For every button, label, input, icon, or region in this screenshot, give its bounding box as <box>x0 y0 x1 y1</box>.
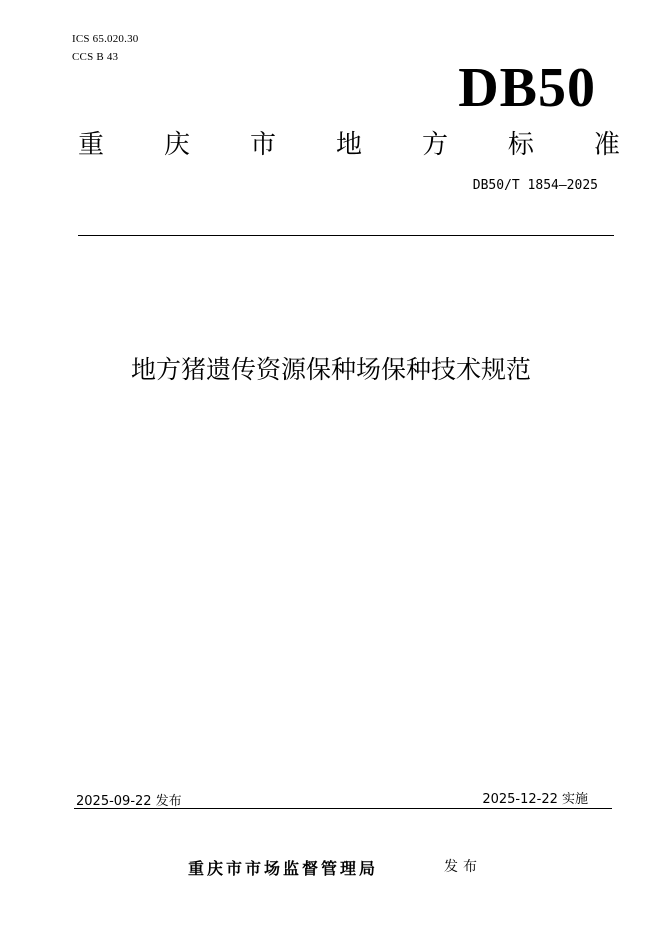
standard-type-char: 重 <box>78 130 105 160</box>
ics-code: ICS 65.020.30 <box>72 33 139 45</box>
standard-type-char: 标 <box>507 130 534 160</box>
document-title: 地方猪遗传资源保种场保种技术规范 <box>130 355 531 384</box>
standard-number: DB50/T 1854—2025 <box>472 178 598 193</box>
standard-type-char: 庆 <box>163 130 190 160</box>
standard-type-char: 地 <box>335 130 362 160</box>
standard-type-char: 准 <box>593 130 620 160</box>
publish-label: 发布 <box>444 859 482 875</box>
standard-type-char: 市 <box>249 130 276 160</box>
header-divider <box>78 235 614 236</box>
standard-type-char: 方 <box>421 130 448 160</box>
footer-divider <box>74 808 612 809</box>
publisher-name: 重庆市市场监督管理局 <box>188 859 379 878</box>
ccs-code: CCS B 43 <box>72 51 119 63</box>
issue-date: 2025-09-22 发布 <box>76 794 182 809</box>
implementation-date: 2025-12-22 实施 <box>482 792 588 807</box>
standard-logo: DB50 <box>458 57 596 119</box>
standard-type-heading <box>78 128 620 162</box>
